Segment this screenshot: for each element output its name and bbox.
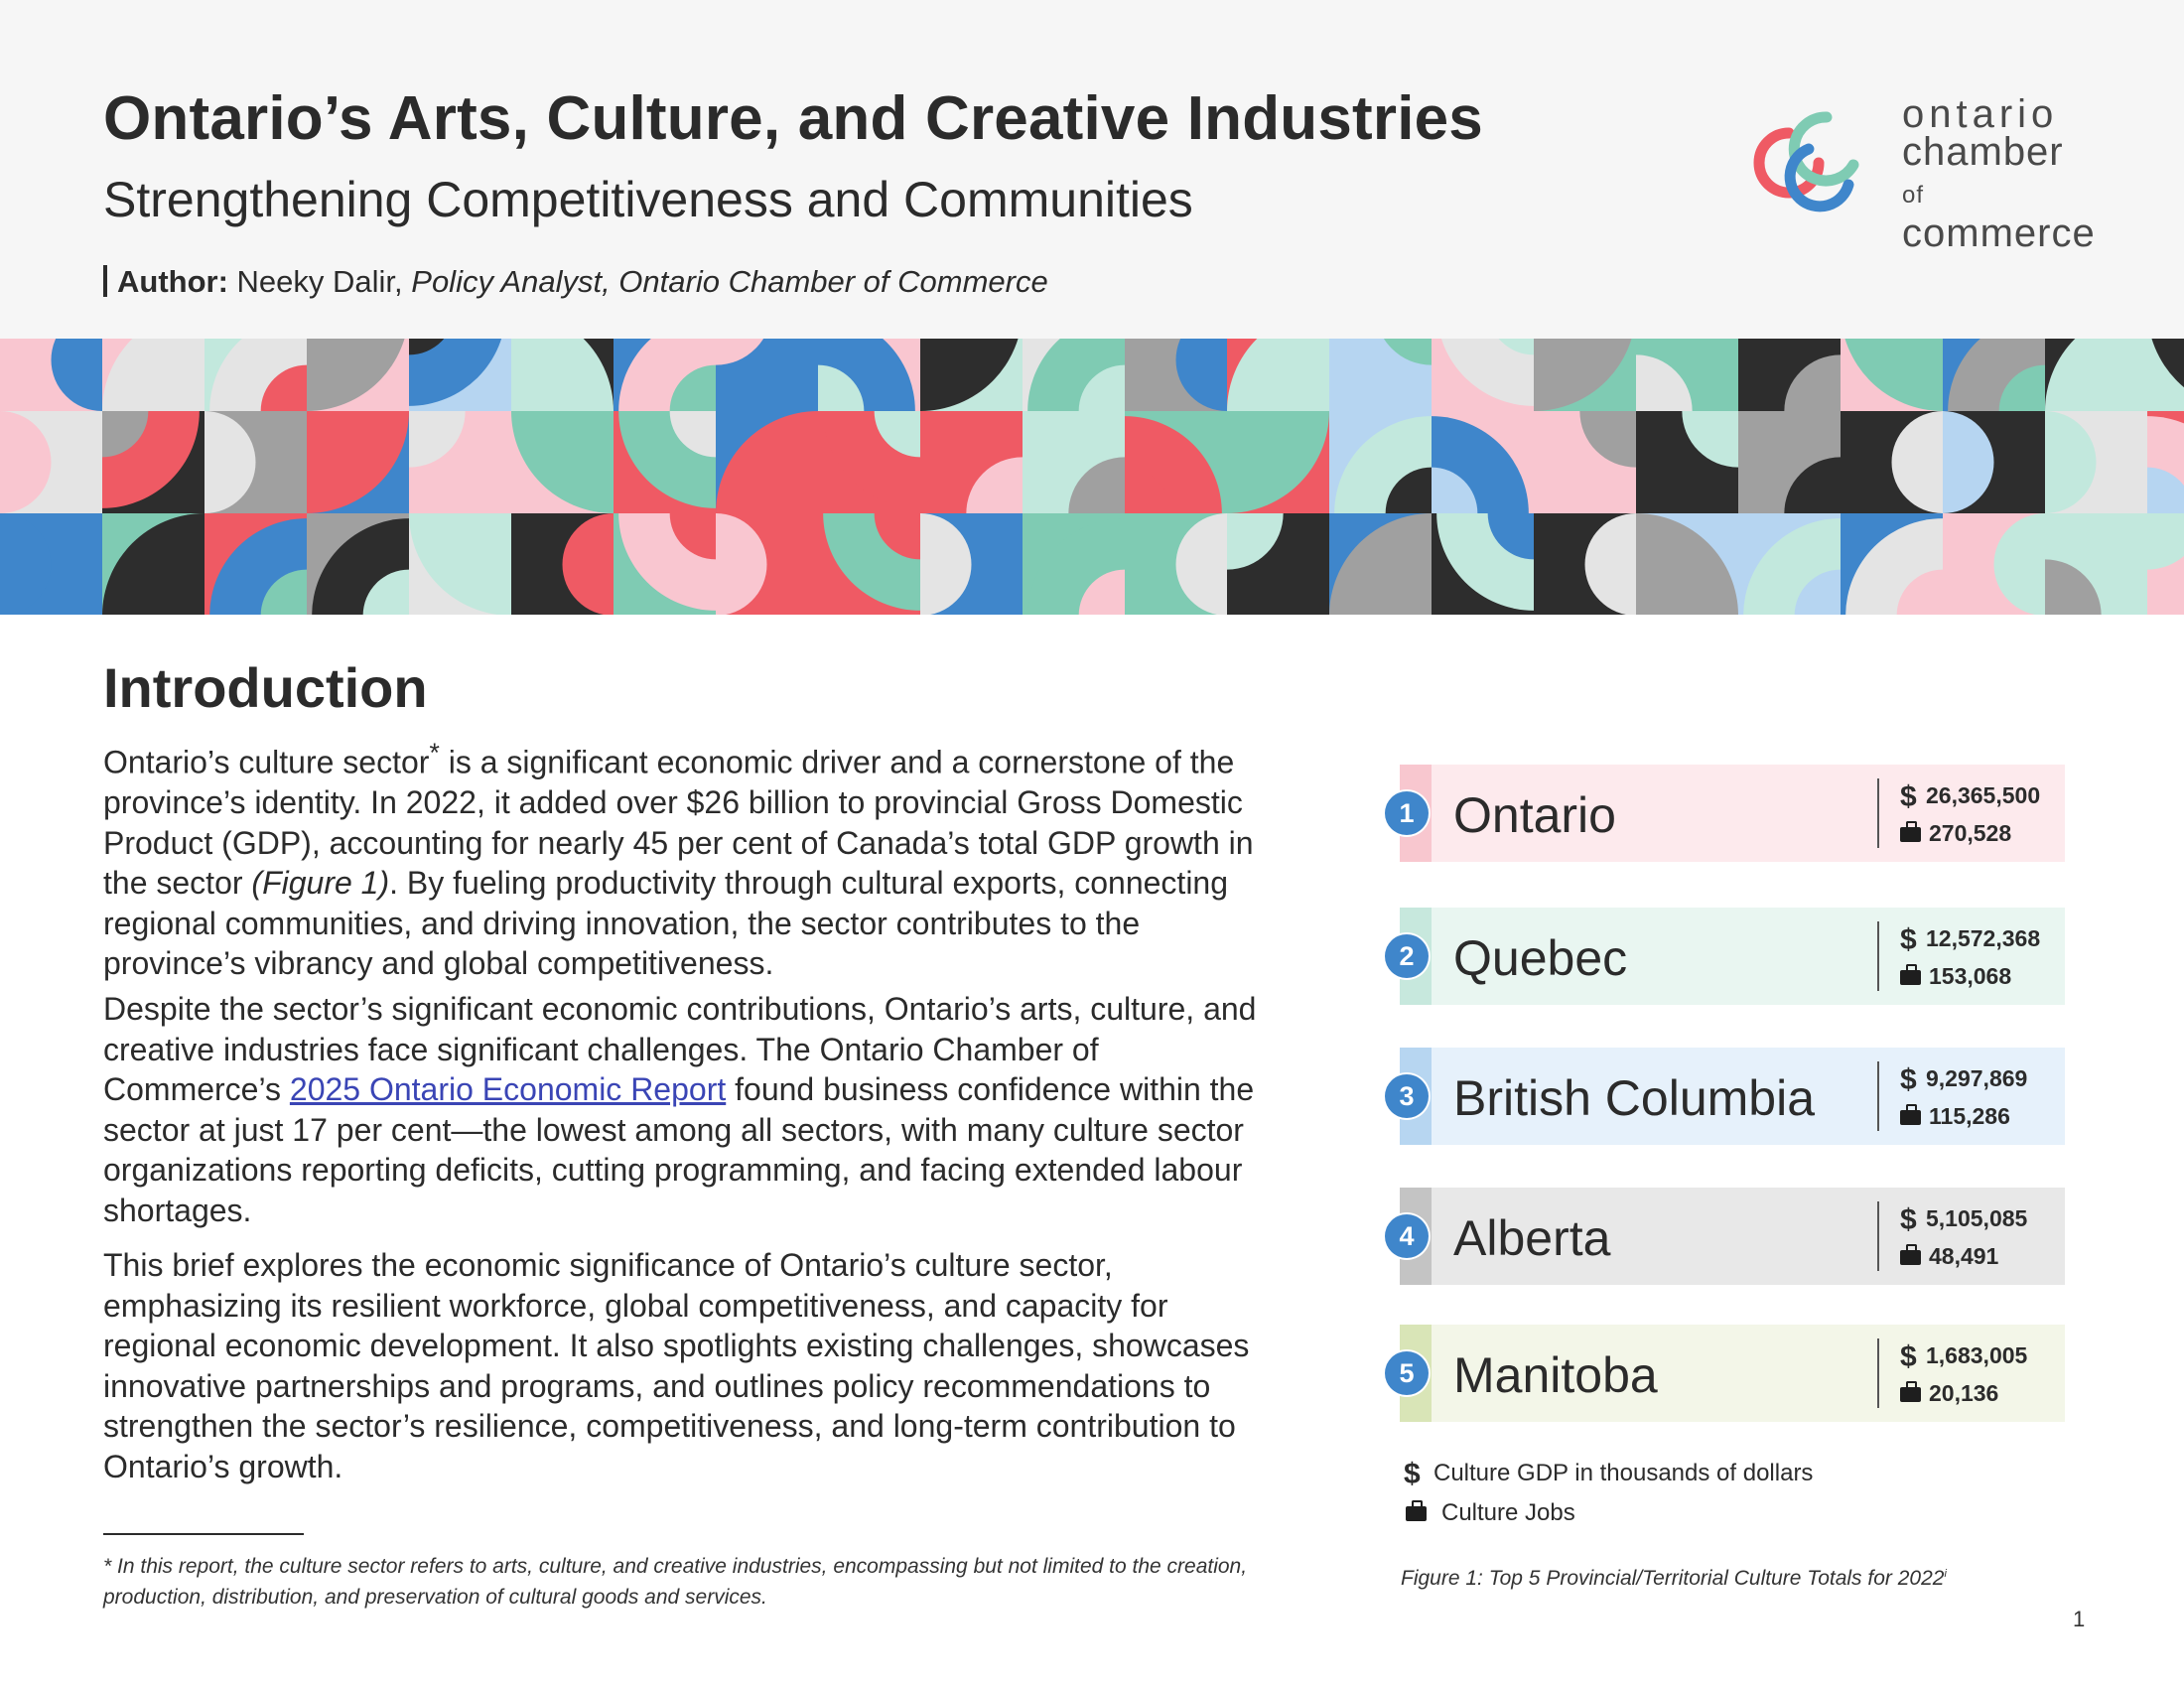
province-name: British Columbia xyxy=(1453,1070,1816,1126)
culture-gdp-value: $ 1,683,005 xyxy=(1900,1340,2028,1373)
decorative-pattern-band xyxy=(0,339,2184,615)
occ-rings-icon xyxy=(1749,103,1898,222)
province-name: Manitoba xyxy=(1453,1347,1658,1403)
author-name: Neeky Dalir, xyxy=(236,264,403,299)
province-name: Alberta xyxy=(1453,1210,1611,1266)
culture-jobs-value: 115,286 xyxy=(1900,1103,2010,1130)
culture-jobs-value: 48,491 xyxy=(1900,1243,1998,1270)
rank-row-manitoba xyxy=(1400,1325,2065,1422)
rank-row-quebec xyxy=(1400,908,2065,1005)
footnote: * In this report, the culture sector refers to arts, culture, and creative industries, encompassing but not limited to the creation, production, distribution, and preservation of cultural goods and services. xyxy=(103,1555,1248,1609)
dollar-icon: $ xyxy=(1900,1340,1917,1373)
culture-gdp-value: $ 12,572,368 xyxy=(1900,923,2041,956)
rank-number-badge: 2 xyxy=(1385,934,1429,978)
logo-wordmark xyxy=(1902,92,2097,255)
province-name: Ontario xyxy=(1453,787,1616,843)
dollar-icon: $ xyxy=(1404,1458,1421,1490)
header-band xyxy=(0,0,2184,339)
logo-line-chamber: chamber of xyxy=(1902,130,2064,209)
author-line xyxy=(103,264,1048,300)
rank-divider xyxy=(1877,778,1879,848)
author-label: Author: xyxy=(117,264,228,299)
briefcase-icon xyxy=(1900,1110,1921,1125)
logo-of: of xyxy=(1902,182,1925,209)
rank-number-badge: 5 xyxy=(1385,1351,1429,1395)
rank-row-british-columbia xyxy=(1400,1048,2065,1145)
rank-divider xyxy=(1877,1338,1879,1408)
briefcase-icon xyxy=(1900,970,1921,985)
introduction-heading: Introduction xyxy=(103,656,428,719)
rank-divider xyxy=(1877,1061,1879,1131)
rank-number-badge: 3 xyxy=(1385,1074,1429,1118)
culture-gdp-value: $ 26,365,500 xyxy=(1900,780,2041,813)
page-subtitle: Strengthening Competitiveness and Communities xyxy=(103,172,1193,227)
legend-jobs: Culture Jobs xyxy=(1404,1499,1575,1527)
briefcase-icon xyxy=(1900,1250,1921,1265)
briefcase-icon xyxy=(1406,1506,1427,1521)
legend-gdp: $ Culture GDP in thousands of dollars xyxy=(1404,1458,1814,1490)
economic-report-link[interactable]: 2025 Ontario Economic Report xyxy=(289,1071,727,1107)
page-number: 1 xyxy=(2073,1607,2086,1631)
briefcase-icon xyxy=(1900,827,1921,842)
culture-jobs-value: 153,068 xyxy=(1900,963,2011,990)
dollar-icon: $ xyxy=(1900,1203,1917,1236)
footnote-marker: * xyxy=(429,738,440,768)
rank-row-ontario xyxy=(1400,765,2065,862)
culture-jobs-value: 270,528 xyxy=(1900,820,2011,847)
figure-reference: (Figure 1) xyxy=(251,865,390,902)
rank-divider xyxy=(1877,1201,1879,1271)
author-role: Policy Analyst, Ontario Chamber of Commerce xyxy=(411,264,1048,299)
occ-logo xyxy=(1749,92,2097,255)
rank-number-badge: 1 xyxy=(1385,791,1429,835)
province-name: Quebec xyxy=(1453,930,1628,986)
briefcase-icon xyxy=(1900,1387,1921,1402)
logo-line-ontario: ontario xyxy=(1902,92,2059,136)
logo-line-commerce: commerce xyxy=(1902,211,2096,255)
page-title: Ontario’s Arts, Culture, and Creative Industries xyxy=(103,84,1483,153)
culture-gdp-value: $ 9,297,869 xyxy=(1900,1063,2028,1096)
author-bar xyxy=(103,265,107,297)
intro-paragraph-1: Ontario’s culture sector* is a significant economic driver and a cornerstone of the province’s identity. In 2022, it added over $26 billion to provincial Gross Domestic Product (GDP), accounting for nearly 45 per cent of Canada’s total GDP growth in the sector (Figure 1). By fueling productivity through cultural exports, connecting regional communities, and driving innovation, the sector contributes to the province’s vibrancy and global competitiveness. xyxy=(103,738,1254,982)
rank-row-alberta xyxy=(1400,1188,2065,1285)
culture-jobs-value: 20,136 xyxy=(1900,1380,1998,1407)
intro-paragraph-3: This brief explores the economic significance of Ontario’s culture sector, emphasizing its resilient workforce, global competitiveness, and capacity for regional economic development. It also spotlights existing challenges, showcases innovative partnerships and programs, and outlines policy recommendations to strengthen the sector’s resilience, competitiveness, and long-term contribution to Ontario’s growth. xyxy=(103,1247,1250,1484)
dollar-icon: $ xyxy=(1900,923,1917,956)
footnote-divider xyxy=(103,1533,304,1535)
rank-number-badge: 4 xyxy=(1385,1214,1429,1258)
intro-paragraph-2: Despite the sector’s significant economic contributions, Ontario’s arts, culture, and creative industries face significant challenges. The Ontario Chamber of Commerce’s 2025 Ontario Economic Report found business confidence within the sector at just 17 per cent—the lowest among all sectors, with many culture sector organizations reporting deficits, cutting programming, and facing extended labour shortages. xyxy=(103,991,1257,1228)
figure-caption: Figure 1: Top 5 Provincial/Territorial Culture Totals for 2022$^i$ xyxy=(1401,1567,1947,1590)
dollar-icon: $ xyxy=(1900,780,1917,813)
culture-gdp-value: $ 5,105,085 xyxy=(1900,1203,2028,1236)
rank-divider xyxy=(1877,921,1879,991)
dollar-icon: $ xyxy=(1900,1063,1917,1096)
